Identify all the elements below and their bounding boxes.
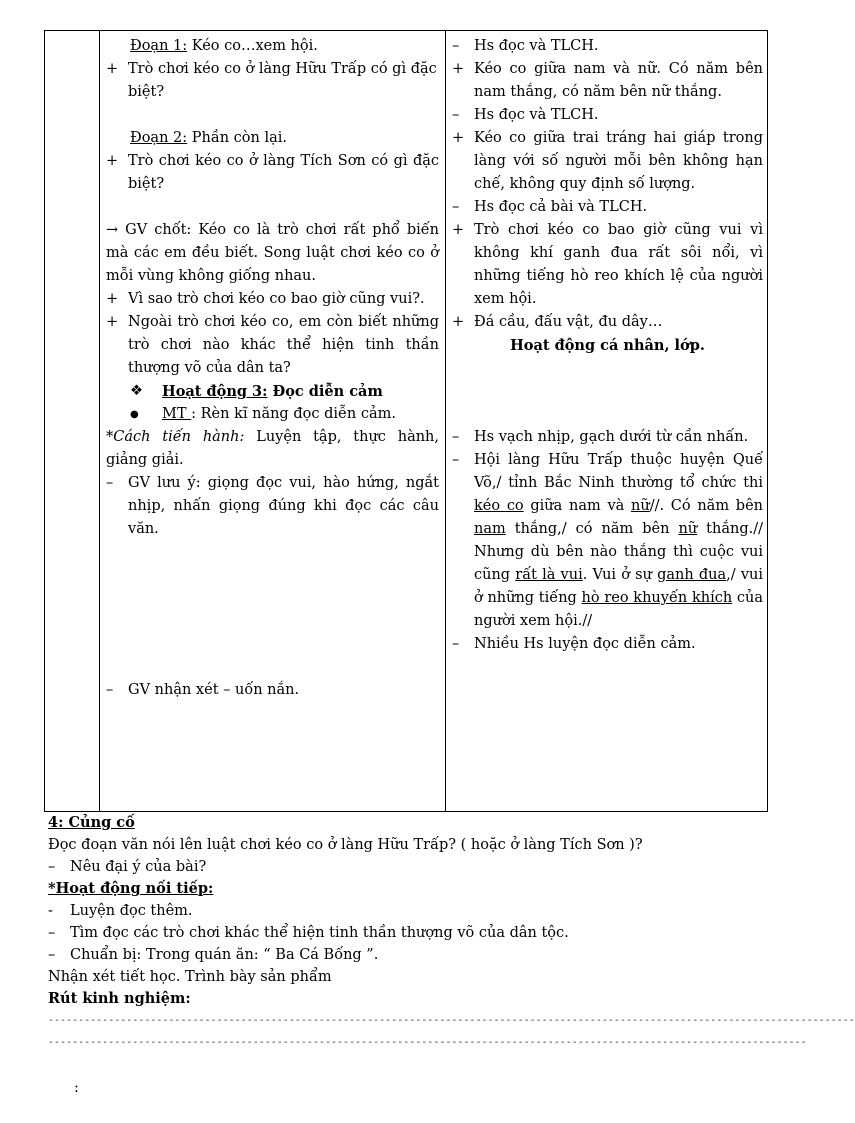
next-activity-item: – Chuẩn bị: Trong quán ăn: “ Ba Cá Bống ”. — [48, 947, 379, 963]
next-activity-item: – Tìm đọc các trò chơi khác thể hiện tinh thần thượng võ của dân tộc. — [48, 925, 569, 941]
question-1: + Trò chơi kéo co ở làng Hữu Trấp có gì đặc biệt? — [106, 58, 439, 104]
plus-marker: + — [106, 153, 119, 169]
student-task-item: – Hs vạch nhịp, gạch dưới từ cần nhấn. — [452, 429, 749, 445]
student-task-item: – Nhiều Hs luyện đọc diễn cảm. — [452, 636, 696, 652]
answer-item: + Kéo co giữa nam và nữ. Có năm bên nam thắng, có năm bên nữ thắng. — [452, 61, 763, 100]
reading-passage: – Hội làng Hữu Trấp thuộc huyện Quế Võ,/ tỉnh Bắc Ninh thường tổ chức thi kéo co giữa nam và nữ//. Có năm bên nam thắng,/ có năm bên nữ thắng.// Nhưng dù bên nào thắng thì cuộc vui cũng rất là vui. Vui ở sự ganh đua,/ vui ở những tiếng hò reo khuyến khích của người xem hội.// — [452, 452, 764, 629]
answer-item: + Trò chơi kéo co bao giờ cũng vui vì không khí ganh đua rất sôi nổi, vì những tiếng hò reo khích lệ của người xem hội. — [452, 222, 763, 307]
method-line: *Cách tiến hành: Luyện tập, thực hành, giảng giải. — [106, 429, 440, 468]
doan-1-line — [106, 35, 439, 58]
review-line: Nhận xét tiết học. Trình bày sản phẩm — [48, 969, 332, 985]
gv-note-item: – GV lưu ý: giọng đọc vui, hào hứng, ngắt nhịp, nhấn giọng đúng khi đọc các câu văn. — [106, 472, 439, 541]
bullet-icon: ● — [130, 409, 139, 420]
answer-item: – Hs đọc và TLCH. — [452, 38, 599, 54]
plus-marker: + — [106, 61, 119, 77]
objective-line: ● MT : Rèn kĩ năng đọc diễn cảm. — [106, 403, 439, 426]
diamond-bullet-icon: ❖ — [130, 383, 143, 399]
cung-co-heading: 4: Củng cố — [48, 814, 135, 831]
plus-marker: + — [106, 314, 119, 330]
answer-item: – Hs đọc cả bài và TLCH. — [452, 199, 648, 215]
gv-feedback-item: – GV nhận xét – uốn nắn. — [106, 679, 439, 702]
dash-marker: – — [106, 682, 114, 698]
student-activity-column — [446, 31, 768, 812]
lesson-plan-table — [44, 30, 768, 812]
dotted-line: -------------------------------------------------------------------------------------------------------------------------------------- — [48, 1015, 855, 1026]
doan-2-text: Phần còn lại. — [187, 130, 288, 146]
activity-heading: Hoạt động cá nhân, lớp. — [510, 337, 705, 354]
doan-2-label: Đoạn 2: — [130, 130, 188, 146]
answer-item: – Hs đọc và TLCH. — [452, 107, 599, 123]
question-4: + Ngoài trò chơi kéo co, em còn biết những trò chơi nào khác thể hiện tinh thần thượng võ của dân ta? — [106, 311, 439, 380]
experience-heading: Rút kinh nghiệm: — [48, 990, 191, 1007]
plus-marker: + — [106, 291, 119, 307]
answer-item: + Đá cầu, đấu vật, đu dây… — [452, 314, 663, 330]
cung-co-question: Đọc đoạn văn nói lên luật chơi kéo co ở làng Hữu Trấp? ( hoặc ở làng Tích Sơn )? — [48, 837, 643, 853]
next-activity-item: - Luyện đọc thêm. — [48, 903, 193, 919]
gv-chot-paragraph: → GV chốt: Kéo co là trò chơi rất phổ biến mà các em đều biết. Song luật chơi kéo co ở mỗi vùng không giống nhau. — [106, 222, 439, 284]
doan-1-text: Kéo co…xem hội. — [187, 38, 318, 54]
question-2: + Trò chơi kéo co ở làng Tích Sơn có gì đặc biệt? — [106, 150, 439, 196]
next-activity-heading: *Hoạt động nối tiếp: — [48, 880, 214, 897]
teacher-activity-column — [100, 31, 446, 812]
dash-marker: – — [106, 475, 114, 491]
dotted-line: ------------------------------------------------------------------------------------------------------------------------------ — [48, 1037, 807, 1048]
doan-2-line — [106, 127, 439, 150]
activity-3-heading: ❖ Hoạt động 3: Đọc diễn cảm — [106, 380, 439, 403]
doan-1-label: Đoạn 1: — [130, 38, 188, 54]
stray-colon: : — [74, 1080, 79, 1096]
time-column — [45, 31, 100, 812]
answer-item: + Kéo co giữa trai tráng hai giáp trong làng với số người mỗi bên không hạn chế, không quy định số lượng. — [452, 130, 763, 192]
question-3: + Vì sao trò chơi kéo co bao giờ cũng vui?. — [106, 288, 439, 311]
table-row — [45, 31, 768, 812]
lesson-footer-section — [48, 812, 855, 1099]
cung-co-item: – Nêu đại ý của bài? — [48, 859, 207, 875]
